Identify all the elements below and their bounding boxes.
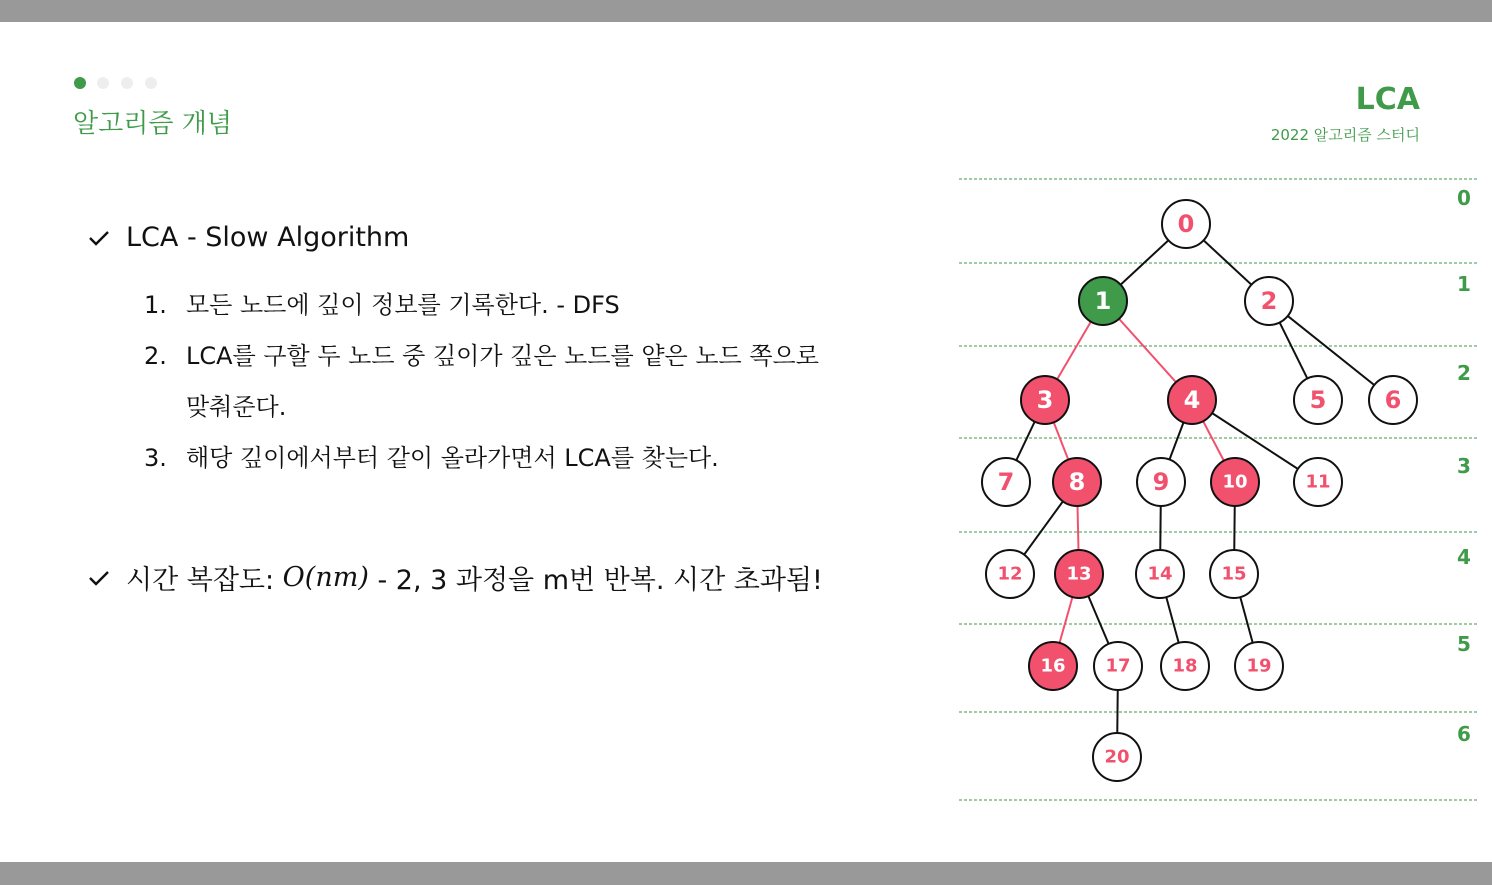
list-item [144,283,866,334]
node-label: 9 [1152,468,1170,496]
bottom-bar [0,862,1492,885]
list-number: 2. [144,342,167,370]
tree-node-11 [1294,458,1342,506]
node-label: 6 [1384,386,1402,414]
tree-node-4 [1168,376,1216,424]
depth-label: 5 [1457,632,1471,656]
tree-node-6 [1369,376,1417,424]
node-label: 13 [1066,563,1092,585]
tree-node-12 [986,550,1034,598]
depth-label: 2 [1457,361,1471,385]
node-label: 14 [1147,563,1173,585]
node-label: 19 [1246,655,1272,677]
bullet-slow-algorithm [86,222,409,253]
list-number: 3. [144,444,167,472]
deck-title: LCA [1355,82,1420,117]
node-label: 8 [1068,468,1086,496]
depth-label: 6 [1457,722,1471,746]
node-label: 0 [1177,210,1195,238]
list-text: LCA를 구할 두 노드 중 깊이가 깊은 노드를 얕은 노드 쪽으로 [186,342,819,370]
tree-node-18 [1161,642,1209,690]
tree-node-8 [1053,458,1101,506]
progress-dot [97,77,109,89]
node-label: 12 [997,563,1023,585]
tree-node-5 [1294,376,1342,424]
tree-diagram [950,170,1485,810]
tree-node-19 [1235,642,1283,690]
complexity-prefix: 시간 복잡도: [126,565,283,596]
progress-dot-active [74,77,86,89]
list-item [144,436,866,487]
node-label: 3 [1036,386,1054,414]
node-label: 20 [1104,746,1130,768]
node-label: 15 [1221,563,1247,585]
tree-node-1 [1079,277,1127,325]
depth-label: 3 [1457,454,1471,478]
bullet-text: LCA - Slow Algorithm [126,222,410,253]
depth-label: 0 [1457,186,1471,210]
list-item [144,334,866,385]
section-title: 알고리즘 개념 [73,109,232,139]
node-label: 1 [1094,287,1112,315]
complexity-formula: O(nm) [282,562,369,593]
tree-node-10 [1211,458,1259,506]
list-text: 해당 깊이에서부터 같이 올라가면서 LCA를 찾는다. [186,444,719,472]
progress-dot [121,77,133,89]
node-label: 16 [1040,655,1066,677]
list-number: 1. [144,291,167,319]
check-icon [86,565,112,591]
tree-node-16 [1029,642,1077,690]
tree-node-9 [1137,458,1185,506]
node-label: 10 [1222,471,1248,493]
tree-node-15 [1210,550,1258,598]
list-text: 모든 노드에 깊이 정보를 기록한다. - DFS [186,291,620,319]
tree-node-7 [982,458,1030,506]
tree-node-20 [1093,733,1141,781]
tree-node-2 [1245,277,1293,325]
node-label: 4 [1183,386,1201,414]
node-label: 11 [1305,471,1331,493]
bullet-time-complexity [86,558,823,597]
tree-node-14 [1136,550,1184,598]
node-label: 18 [1172,655,1198,677]
complexity-suffix: - 2, 3 과정을 m번 반복. 시간 초과됨! [368,565,823,596]
depth-label: 1 [1457,272,1471,296]
node-label: 5 [1309,386,1327,414]
node-label: 2 [1260,287,1278,315]
deck-subtitle: 2022 알고리즘 스터디 [1270,126,1420,144]
tree-node-17 [1094,642,1142,690]
tree-node-13 [1055,550,1103,598]
list-text: 맞춰준다. [186,393,287,421]
depth-label: 4 [1457,545,1471,569]
node-label: 17 [1105,655,1131,677]
steps-list [144,283,866,487]
check-icon [86,225,112,251]
tree-node-0 [1162,200,1210,248]
node-label: 7 [997,468,1015,496]
tree-node-3 [1021,376,1069,424]
progress-dot [145,77,157,89]
list-item-continuation [144,385,866,436]
top-bar [0,0,1492,22]
